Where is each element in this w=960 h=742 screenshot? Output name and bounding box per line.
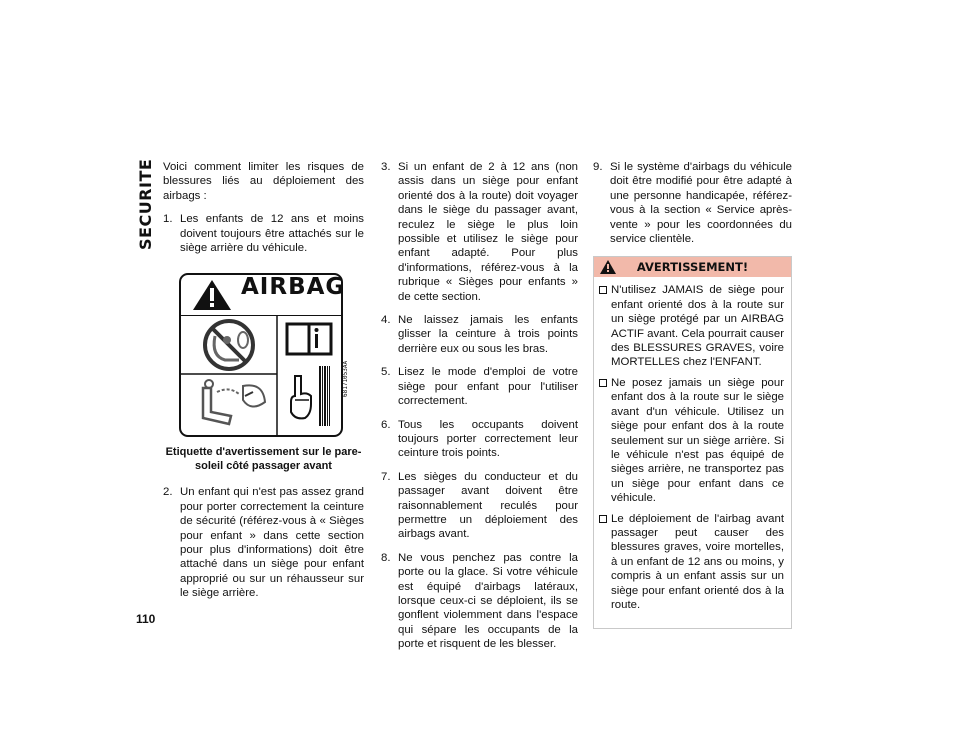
list-item-4 <box>381 313 578 356</box>
warning-icon <box>600 260 616 274</box>
list-item-1 <box>163 212 364 255</box>
label-code: 68171053AA <box>342 361 349 398</box>
airbag-warning-label <box>179 273 349 437</box>
figure-caption: Etiquette d'avertissement sur le pare-soleil côté passager avant <box>165 446 362 473</box>
bullet-square-icon <box>599 515 607 523</box>
column-1 <box>163 160 364 610</box>
intro-paragraph: Voici comment limiter les risques de blessures liés au déploiement des airbags : <box>163 161 364 202</box>
manual-book-icon <box>287 324 331 354</box>
item-number: 6. <box>381 418 391 431</box>
list-item-5 <box>381 365 578 408</box>
column-2 <box>381 160 578 661</box>
warning-item <box>599 283 784 369</box>
label-body-graphic <box>181 316 341 436</box>
item-text: Ne laissez jamais les enfants glisser la ceinture à trois points derrière eux ou sous les bras. <box>398 314 578 355</box>
item-number: 3. <box>381 161 391 173</box>
label-title: AIRBAG <box>241 274 346 301</box>
warning-title: AVERTISSEMENT! <box>636 260 749 275</box>
warning-header <box>594 257 791 277</box>
bullet-square-icon <box>599 379 607 387</box>
item-number: 9. <box>593 161 603 173</box>
page-number: 110 <box>136 612 156 626</box>
label-header <box>181 274 346 316</box>
warning-triangle-icon <box>191 278 233 312</box>
item-text: Tous les occupants doivent toujours porter correctement leur ceinture trois points. <box>398 418 578 460</box>
list-item-6 <box>381 418 578 461</box>
list-item-9 <box>593 160 792 246</box>
item-number: 4. <box>381 314 391 327</box>
no-child-seat-icon <box>205 321 253 369</box>
item-number: 2. <box>163 486 173 499</box>
warning-item-text: Ne posez jamais un siège pour enfant dos à la route sur le siège avant d'un véhicule. Utilisez un siège pour enfant dos à la route seulement sur un siège arrière. Si le véhicule n'est pas équipé de sièges arrière, ne transportez pas un siège pour enfant dans ce véhicule. <box>611 376 784 505</box>
warning-item <box>599 376 784 506</box>
item-number: 5. <box>381 366 391 379</box>
item-text: Les enfants de 12 ans et moins doivent toujours être attachés sur le siège arrière du véhicule. <box>180 213 364 255</box>
bullet-square-icon <box>599 286 607 294</box>
list-item-2 <box>163 485 364 600</box>
warning-box <box>593 256 792 629</box>
warning-item-text: N'utilisez JAMAIS de siège pour enfant orienté dos à la route sur un siège protégé par un AIRBAG ACTIF avant. Cela pourrait causer des BLESSURES GRAVES, voire MORTELLES chez l'ENFANT. <box>611 284 784 369</box>
finger-icon <box>291 376 311 418</box>
list-item-3 <box>381 160 578 304</box>
section-tab: SECURITE <box>136 158 155 250</box>
list-item-7 <box>381 470 578 542</box>
item-text: Les sièges du conducteur et du passager avant doivent être raisonnablement reculés pour permettre un déploiement des airbags avant. <box>398 470 578 541</box>
warning-item <box>599 512 784 613</box>
item-text: Si un enfant de 2 à 12 ans (non assis dans un siège pour enfant orienté dos à la route) doit voyager dans le siège du passager avant, reculez le siège le plus loin possible et utilisez le siège pour enfant adapté. Pour plus d'informations, référez-vous à la rubrique « Sièges pour enfants » de cette section. <box>398 161 578 303</box>
list-item-8 <box>381 551 578 652</box>
item-number: 1. <box>163 213 173 226</box>
item-number: 8. <box>381 551 391 564</box>
item-text: Ne vous penchez pas contre la porte ou la glace. Si votre véhicule est équipé d'airbags latéraux, lorsque ceux-ci se déploient, ils se gonflent violemment dans l'espace qui sépare les occupants de la porte et risquent de les blesser. <box>398 551 578 651</box>
item-text: Si le système d'airbags du véhicule doit être modifié pour être adapté à une personne handicapée, référez-vous à la section « Service après-vente » pour les coordonnées du service clientèle. <box>610 161 792 246</box>
item-text: Un enfant qui n'est pas assez grand pour porter correctement la ceinture de sécurité (référez-vous à « Sièges pour enfant » dans cette section pour plus d'informations) doit être attaché dans un siège pour enfant approprié ou sur un réhausseur sur le siège arrière. <box>180 486 364 600</box>
barcode-graphic <box>319 366 330 426</box>
item-number: 7. <box>381 470 391 483</box>
column-3 <box>593 160 792 629</box>
seat-airbag-icon <box>203 380 265 424</box>
item-text: Lisez le mode d'emploi de votre siège pour enfant pour l'utiliser correctement. <box>398 366 578 408</box>
warning-item-text: Le déploiement de l'airbag avant passager peut causer des blessures graves, voire mortelles, à un enfant de 12 ans ou moins, y compris à un enfant assis sur un siège pour enfant orienté dos à la route. <box>611 512 784 611</box>
